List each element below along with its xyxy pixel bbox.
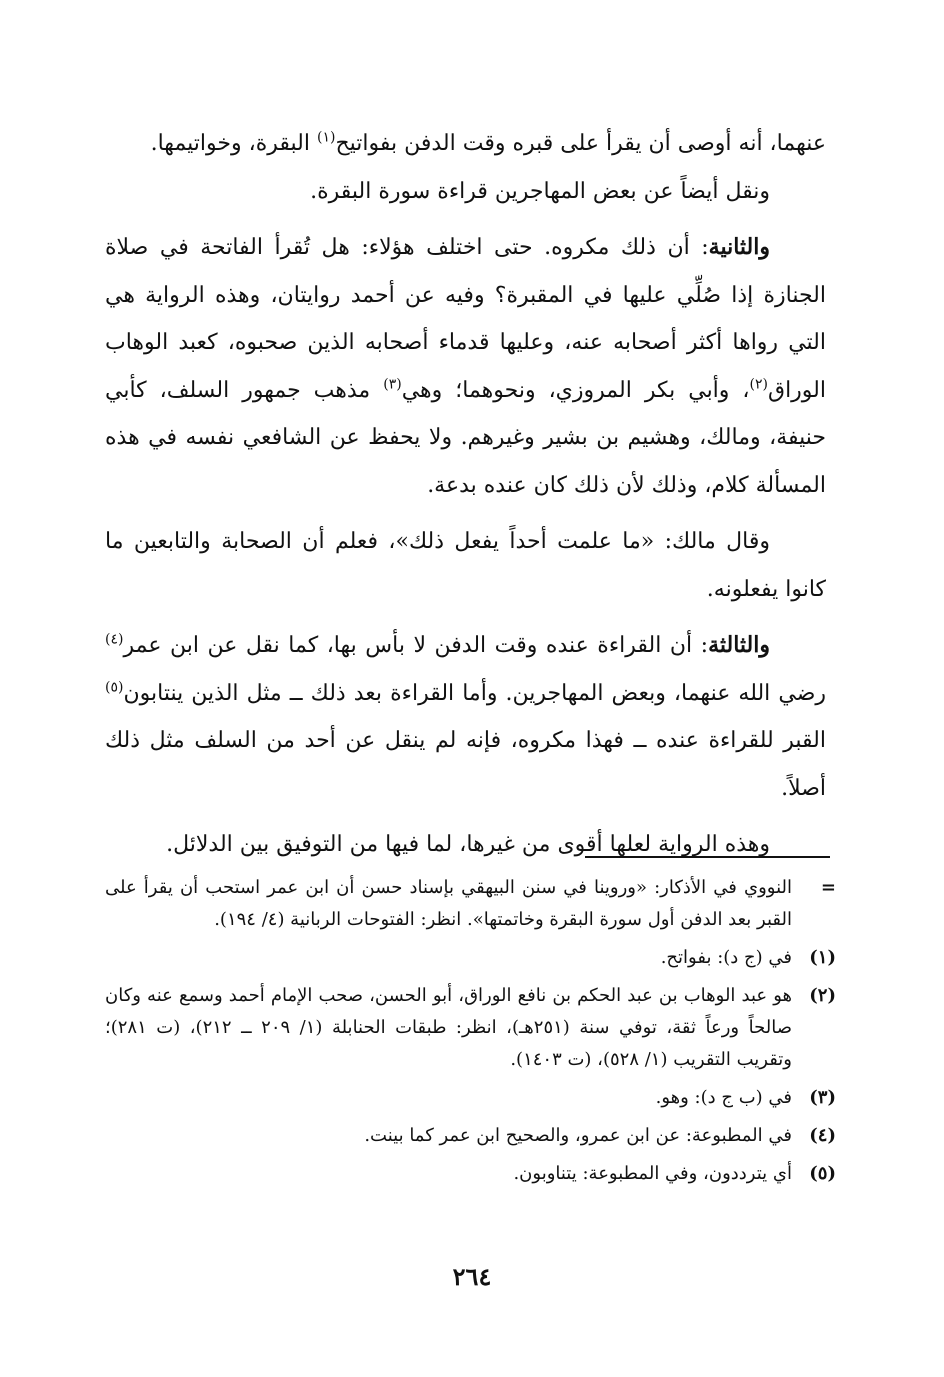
footnote-continued [105,872,836,936]
paragraph-5-lead: والثالثة [708,632,770,658]
paragraph-1-text-a: عنهما، أنه أوصى أن يقرأ على قبره وقت الدفن بفواتيح [335,131,826,156]
main-text [105,120,826,869]
footnote-ref-2: (٢) [749,376,768,393]
paragraph-3-lead: والثانية [708,234,770,260]
paragraph-6-text: وهذه الرواية لعلها أقوى من غيرها، لما فيها من التوفيق بين الدلائل. [166,832,770,857]
paragraph-6 [105,821,826,869]
paragraph-3-text-c: مذهب جمهور السلف، كأبي حنيفة، ومالك، وهشيم بن بشير وغيرهم. ولا يحفظ عن الشافعي نفسه في هذه المسألة كلام، وذلك لأن ذلك كان عنده بدعة. [105,377,826,498]
footnote-4 [105,1120,836,1152]
footnote-separator [585,856,830,858]
footnote-ref-3: (٣) [383,376,402,393]
paragraph-1 [105,120,826,168]
footnote-marker: (٣) [809,1087,836,1108]
footnote-text: في (ج د): بفواتح. [660,947,792,968]
footnote-text: هو عبد الوهاب بن عبد الحكم بن نافع الوراق، أبو الحسن، صحب الإمام أحمد وسمع عنه وكان صالحاً ورعاً ثقة، توفي سنة (٢٥١هـ)، انظر: طبقات الحنابلة (١/ ٢٠٩ ــ ٢١٢)، (ت ٢٨١)؛ وتقريب التقريب (١/ ٥٢٨)، (ت ١٤٠٣). [105,985,792,1070]
paragraph-3 [105,224,826,509]
paragraph-4 [105,518,826,613]
footnote-3 [105,1082,836,1114]
footnote-marker: = [820,877,836,898]
paragraph-5-text-a: : أن القراءة عنده وقت الدفن لا بأس بها، كما نقل عن ابن عمر [123,633,709,658]
footnote-text: في المطبوعة: عن ابن عمرو، والصحيح ابن عمر كما بينت. [364,1125,792,1146]
paragraph-2-text: ونقل أيضاً عن بعض المهاجرين قراءة سورة البقرة. [310,178,770,204]
footnote-marker: (١) [809,947,836,968]
paragraph-2 [105,168,826,216]
paragraph-5 [105,622,826,812]
paragraph-1-text-b: البقرة، وخواتيمها. [150,131,317,156]
footnote-text: في (ب ج د): وهو. [655,1087,792,1108]
footnote-2 [105,980,836,1076]
footnote-text: النووي في الأذكار: «وروينا في سنن البيهقي بإسناد حسن أن ابن عمر استحب أن يقرأ على القبر بعد الدفن أول سورة البقرة وخاتمتها». انظر: الفتوحات الربانية (٤/ ١٩٤). [105,877,792,930]
paragraph-3-text-b: ، وأبي بكر المروزي، ونحوهما؛ وهي [401,377,750,403]
footnote-ref-5: (٥) [105,679,124,696]
footnotes [105,872,836,1196]
paragraph-3-text-a: : أن ذلك مكروه. حتى اختلف هؤلاء: هل تُقرأ الفاتحة في صلاة الجنازة إذا صُلِّي عليها في المقبرة؟ وفيه عن أحمد روايتان، وهذه الرواية هي التي رواها أكثر أصحابه عنه، وعليها قدماء أصحابه الذين صحبوه، كعبد الوهاب الوراق [105,235,826,403]
footnote-marker: (٢) [809,985,836,1006]
paragraph-5-text-b: رضي الله عنهما، وبعض المهاجرين. وأما القراءة بعد ذلك ــ مثل الذين ينتابون [123,680,826,706]
footnote-1 [105,942,836,974]
footnote-ref-1: (١) [316,129,336,146]
page-number: ٢٦٤ [452,1262,492,1291]
footnote-marker: (٤) [809,1125,836,1146]
footnote-ref-4: (٤) [105,631,124,648]
footnote-marker: (٥) [809,1163,836,1184]
paragraph-5-text-c: القبر للقراءة عنده ــ فهذا مكروه، فإنه لم ينقل عن أحد من السلف مثل ذلك أصلاً. [105,728,826,801]
footnote-5 [105,1158,836,1190]
footnote-text: أي يترددون، وفي المطبوعة: يتناوبون. [513,1163,792,1184]
paragraph-4-text: وقال مالك: «ما علمت أحداً يفعل ذلك»، فعلم أن الصحابة والتابعين ما كانوا يفعلونه. [105,529,826,602]
